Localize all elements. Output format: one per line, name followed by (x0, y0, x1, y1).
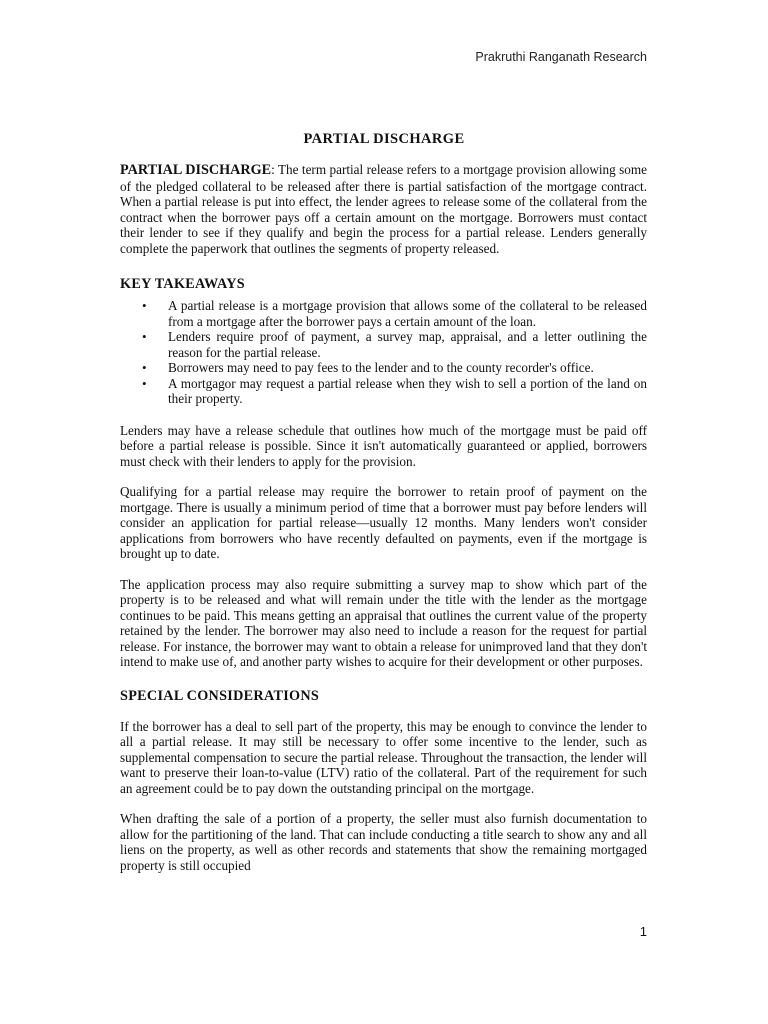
list-item: • Borrowers may need to pay fees to the lender and to the county recorder's office. (120, 360, 647, 376)
list-item: • A mortgagor may request a partial release when they wish to sell a portion of the land on their property. (120, 376, 647, 407)
key-takeaways-list (120, 298, 647, 407)
list-item: • A partial release is a mortgage provision that allows some of the collateral to be released from a mortgage after the borrower pays a certain amount of the loan. (120, 298, 647, 329)
page-number: 1 (639, 924, 647, 939)
key-takeaways-heading: KEY TAKEAWAYS (120, 276, 245, 292)
intro-text: : The term partial release refers to a mortgage provision allowing some of the pledged collateral to be released after there is partial satisfaction of the mortgage contract. When a partial release is put into effect, the lender agrees to release some of the collateral from the contract when the borrower pays off a certain amount on the mortgage. Borrowers must contact their lender to see if they qualify and begin the process for a partial release. Lenders generally complete the paperwork that outlines the segments of property released. (120, 162, 647, 256)
body-paragraph: The application process may also require submitting a survey map to show which part of the property is to be released and what will remain under the title with the lender as the mortgage continues to be paid. This means getting an appraisal that outlines the current value of the property retained by the lender. The borrower may also need to include a reason for the request for partial release. For instance, the borrower may want to obtain a release for unimproved land that they don't intend to make use of, and another party wishes to acquire for their development or other purposes. (120, 576, 647, 669)
document-body (120, 162, 647, 873)
page-title: PARTIAL DISCHARGE (303, 131, 465, 147)
intro-lead: PARTIAL DISCHARGE (120, 162, 272, 178)
body-paragraph: If the borrower has a deal to sell part of the property, this may be enough to convince the lender to all a partial release. It may still be necessary to offer some incentive to the lender, such as supplemental compensation to secure the partial release. Throughout the transaction, the lender will want to preserve their loan-to-value (LTV) ratio of the collateral. Part of the requirement for such an agreement could be to pay down the outstanding principal on the mortgage. (120, 718, 647, 796)
header-author: Prakruthi Ranganath Research (475, 50, 647, 64)
body-paragraph: Lenders may have a release schedule that outlines how much of the mortgage must be paid off before a partial release is possible. Since it isn't automatically guaranteed or applied, borrowers must check with their lenders to apply for the provision. (120, 422, 647, 469)
body-paragraph: When drafting the sale of a portion of a property, the seller must also furnish documentation to allow for the partitioning of the land. That can include conducting a title search to show any and all liens on the property, as well as other records and statements that show the remaining mortgaged property is still occupied (120, 811, 647, 873)
intro-paragraph (120, 162, 647, 256)
list-item: • Lenders require proof of payment, a survey map, appraisal, and a letter outlining the reason for the partial release. (120, 329, 647, 360)
special-considerations-heading: SPECIAL CONSIDERATIONS (120, 687, 320, 704)
body-paragraph: Qualifying for a partial release may require the borrower to retain proof of payment on the mortgage. There is usually a minimum period of time that a borrower must pay before lenders will consider an application for partial release—usually 12 months. Many lenders won't consider applications from borrowers who have recently defaulted on payments, even if the mortgage is brought up to date. (120, 484, 647, 561)
